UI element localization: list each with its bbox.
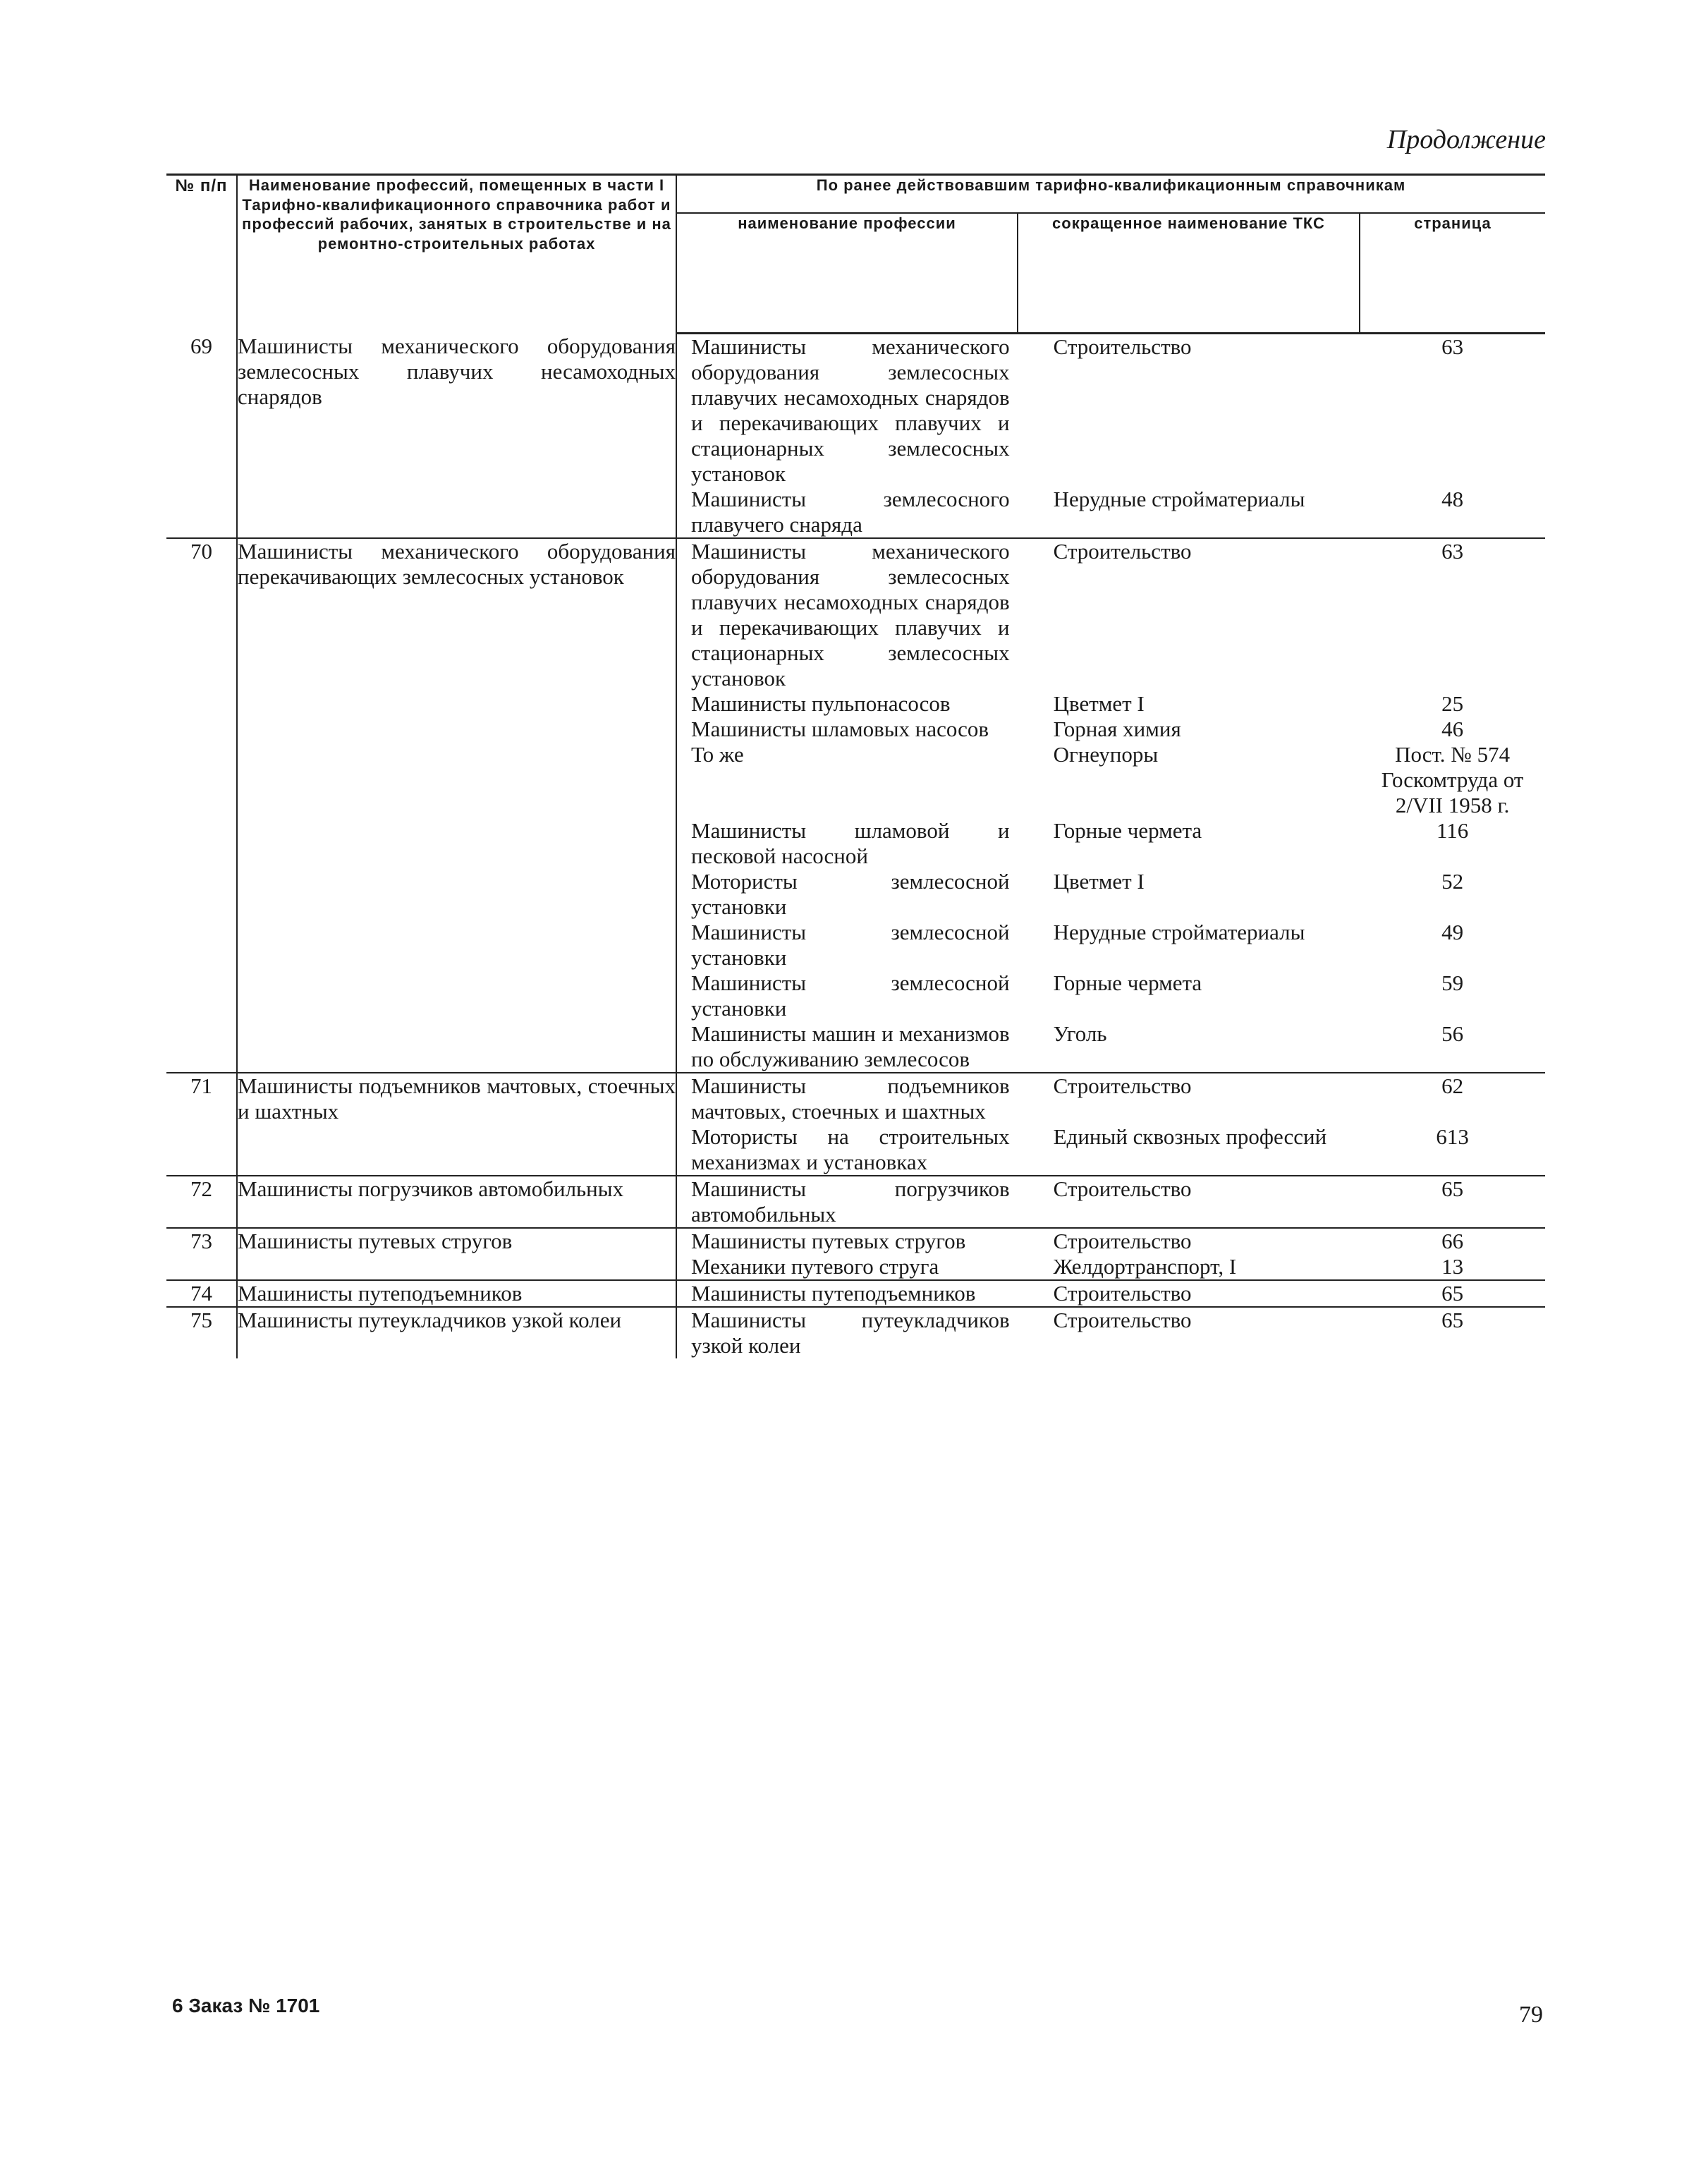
row-number: 73 [166,1228,237,1280]
reference-entry [677,920,1545,971]
profession-table [166,174,1545,1358]
table-row [166,1307,1545,1358]
tks-short-name: Строительство [1053,1229,1192,1253]
reference-page: Пост. № 574 Госкомтруда от 2/VII 1958 г. [1381,742,1524,817]
page-number: 79 [1519,2002,1543,2028]
reference-page: 66 [1441,1229,1464,1253]
reference-page: 62 [1441,1073,1464,1098]
tks-short-name: Уголь [1053,1021,1107,1046]
previous-profession-name: Машинисты механического оборудования землесосных плавучих несамоходных снарядов и перекачивающих плавучих и стационарных землесосных установок [691,334,1010,486]
previous-profession-name: Мотористы землесосной установки [691,869,1010,919]
previous-profession-name: Машинисты путевых стругов [691,1229,966,1253]
tks-short-name: Строительство [1053,1073,1192,1098]
row-number: 74 [166,1280,237,1307]
profession-name: Машинисты путеукладчиков узкой колеи [237,1307,676,1358]
reference-page: 52 [1441,869,1464,894]
table-row [166,1176,1545,1228]
reference-page: 56 [1441,1021,1464,1046]
tks-short-name: Нерудные стройматериалы [1053,487,1305,511]
reference-page: 65 [1441,1176,1464,1201]
reference-page: 59 [1441,971,1464,995]
previous-profession-name: Машинисты механического оборудования землесосных плавучих несамоходных снарядов и перекачивающих плавучих и стационарных землесосных установок [691,539,1010,690]
tks-short-name: Цветмет I [1053,691,1145,716]
previous-profession-name: Машинисты путеукладчиков узкой колеи [691,1308,1010,1358]
row-number: 72 [166,1176,237,1228]
continuation-label: Продолжение [1386,125,1546,154]
previous-profession-name: Машинисты машин и механизмов по обслуживанию землесосов [691,1021,1010,1071]
tks-short-name: Единый сквозных профессий [1053,1124,1327,1149]
header-prev-page: страница [1360,213,1545,334]
previous-profession-name: Машинисты пульпонасосов [691,691,951,716]
reference-page: 63 [1441,334,1464,359]
previous-profession-name: Машинисты шламовой и песковой насосной [691,818,1010,868]
previous-profession-name: Машинисты подъемников мачтовых, стоечных и шахтных [691,1073,1010,1124]
header-previous-references: По ранее действовавшим тарифно-квалификационным справочникам [676,175,1545,214]
previous-references [676,1073,1545,1176]
previous-profession-name: Машинисты путеподъемников [691,1281,976,1306]
profession-name: Машинисты погрузчиков автомобильных [237,1176,676,1228]
previous-references [676,1307,1545,1358]
reference-page: 613 [1436,1124,1469,1149]
previous-references [676,1228,1545,1280]
reference-page: 65 [1441,1281,1464,1306]
previous-profession-name: Машинисты землесосного плавучего снаряда [691,487,1010,537]
reference-page: 65 [1441,1308,1464,1332]
header-num: № п/п [166,175,237,334]
profession-name: Машинисты механического оборудования землесосных плавучих несамоходных снарядов [237,334,676,539]
reference-entry [677,487,1545,537]
reference-entry [677,1281,1545,1306]
reference-page: 48 [1441,487,1464,511]
reference-entry [677,539,1545,691]
tks-short-name: Строительство [1053,1281,1192,1306]
reference-entry [677,1021,1545,1072]
row-number: 71 [166,1073,237,1176]
reference-entry [677,1254,1545,1279]
header-profession-name: Наименование профессий, помещенных в части I Тарифно-квалификационного справочника работ и профессий рабочих, занятых в строительстве и на ремонтно-строительных работах [237,175,676,334]
row-number: 75 [166,1307,237,1358]
reference-page: 116 [1436,818,1469,843]
tks-short-name: Строительство [1053,334,1192,359]
header-prev-tks: сокращенное наименование ТКС [1018,213,1360,334]
reference-page: 13 [1441,1254,1464,1279]
header-prev-name: наименование профессии [676,213,1018,334]
tks-short-name: Нерудные стройматериалы [1053,920,1305,944]
reference-page: 46 [1441,717,1464,741]
previous-references [676,1176,1545,1228]
reference-entry [677,1124,1545,1175]
table-row [166,1228,1545,1280]
profession-name: Машинисты подъемников мачтовых, стоечных и шахтных [237,1073,676,1176]
reference-entry [677,971,1545,1021]
previous-profession-name: Машинисты землесосной установки [691,920,1010,970]
reference-entry [677,869,1545,920]
reference-entry [677,717,1545,742]
reference-entry [677,691,1545,717]
tks-short-name: Желдортранспорт, I [1053,1254,1237,1279]
tks-short-name: Горные чермета [1053,818,1202,843]
tks-short-name: Строительство [1053,1176,1192,1201]
reference-entry [677,334,1545,487]
tks-short-name: Горная химия [1053,717,1181,741]
reference-entry [677,1229,1545,1254]
previous-references [676,538,1545,1073]
previous-profession-name: Мотористы на строительных механизмах и установках [691,1124,1010,1174]
previous-profession-name: Машинисты землесосной установки [691,971,1010,1021]
reference-entry [677,742,1545,818]
previous-profession-name: То же [691,742,744,767]
previous-profession-name: Механики путевого струга [691,1254,939,1279]
previous-references [676,1280,1545,1307]
tks-short-name: Строительство [1053,1308,1192,1332]
tks-short-name: Огнеупоры [1053,742,1159,767]
order-number: 6 Заказ № 1701 [172,1995,320,2016]
tks-short-name: Строительство [1053,539,1192,564]
row-number: 69 [166,334,237,539]
table-header [166,175,1545,334]
reference-entry [677,1073,1545,1124]
tks-short-name: Цветмет I [1053,869,1145,894]
reference-entry [677,1308,1545,1358]
profession-name: Машинисты путевых стругов [237,1228,676,1280]
reference-page: 49 [1441,920,1464,944]
previous-profession-name: Машинисты погрузчиков автомобильных [691,1176,1010,1227]
table-row [166,334,1545,539]
reference-entry [677,818,1545,869]
previous-profession-name: Машинисты шламовых насосов [691,717,989,741]
reference-page: 25 [1441,691,1464,716]
tks-short-name: Горные чермета [1053,971,1202,995]
previous-references [676,334,1545,539]
table-row [166,1280,1545,1307]
row-number: 70 [166,538,237,1073]
table-row [166,1073,1545,1176]
table-body [166,334,1545,1359]
profession-name: Машинисты путеподъемников [237,1280,676,1307]
reference-page: 63 [1441,539,1464,564]
table-row [166,538,1545,1073]
reference-entry [677,1176,1545,1227]
profession-name: Машинисты механического оборудования перекачивающих землесосных установок [237,538,676,1073]
